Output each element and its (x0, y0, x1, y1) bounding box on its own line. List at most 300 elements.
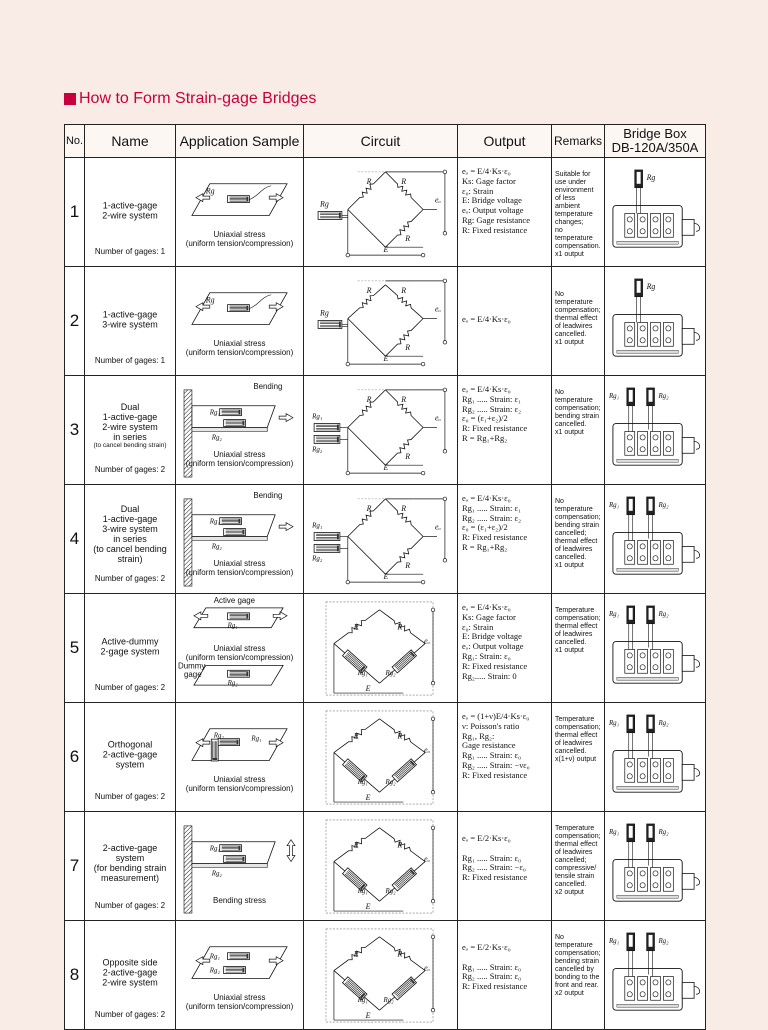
bridge-name-line: system (115, 852, 145, 863)
header-bridge-box-line2: DB-120A/350A (611, 140, 699, 155)
bending-label: Bending (253, 381, 283, 391)
circuit-diagram-cell (304, 594, 458, 703)
strain-gage-2-icon (314, 435, 340, 443)
terminal-screw-icon (653, 774, 658, 779)
row-name (85, 812, 176, 921)
table-row (65, 376, 706, 485)
strain-gage-2-icon (392, 759, 416, 782)
output-line: R: Fixed resistance (462, 532, 528, 543)
application-caption-line: (uniform tension/compression) (185, 239, 294, 248)
gage-grid (629, 499, 633, 511)
arrow-right-icon (279, 414, 293, 422)
terminal-icon (346, 471, 350, 475)
resistor-label: R (405, 561, 411, 571)
connector-cable (694, 223, 700, 231)
header-circuit: Circuit (304, 125, 458, 158)
row-name (85, 594, 176, 703)
output-formula (458, 594, 552, 703)
header-output: Output (458, 125, 552, 158)
terminal-screw-icon (627, 665, 632, 670)
strain-gage-1-icon (220, 518, 242, 525)
output-voltage-label: eₒ (434, 195, 441, 205)
table-header (65, 125, 706, 158)
terminal-screw-icon (627, 774, 632, 779)
remarks-line: compensation; (555, 833, 601, 840)
resistor-r-icon (380, 828, 426, 862)
terminal-screw-icon (627, 992, 632, 997)
remarks-line: x1 output (555, 562, 584, 569)
application-caption-line: (uniform tension/compression) (185, 653, 294, 662)
remarks-line: no temperature (555, 227, 593, 242)
remarks-line: of leadwires (555, 631, 593, 638)
gage-1-label: Rg₁ (209, 518, 220, 526)
output-voltage-label: eₒ (424, 745, 430, 755)
box-gage-1-label: Rg₁ (608, 719, 620, 727)
row-name (85, 703, 176, 812)
output-line: ε₀ = (ε₁+ε₂)/2 (462, 413, 508, 424)
terminal-screw-icon (653, 447, 658, 452)
row-name (85, 158, 176, 267)
output-line: eₒ = E/4·Ks·ε₀ (462, 493, 511, 503)
terminal-icon (443, 341, 447, 345)
bridge-name-line: 1-active-gage (102, 309, 158, 320)
box-gage-label: Rg (646, 172, 656, 182)
bridge-table (64, 124, 706, 1030)
terminal-screw-icon (666, 665, 671, 670)
resistor-label: R (353, 840, 359, 850)
resistor-label: R (353, 949, 359, 959)
bridge-name-line: 2-wire system (102, 977, 158, 988)
output-line: R: Fixed resistance (462, 872, 528, 883)
terminal-screw-icon (653, 762, 658, 767)
bridge-voltage-label: E (365, 902, 371, 912)
resistor-r-icon (380, 610, 426, 644)
bridge-box-diagram-cell (605, 812, 706, 921)
gage-label: Rg (205, 186, 215, 196)
output-formula (458, 158, 552, 267)
output-line: R: Fixed resistance (462, 224, 528, 235)
terminal-screw-icon (627, 653, 632, 658)
terminal-icon (431, 1008, 435, 1012)
row-number: 2 (65, 267, 85, 376)
bridge-voltage-label: E (383, 572, 389, 582)
terminal-screw-icon (640, 665, 645, 670)
terminal-screw-icon (627, 326, 632, 331)
box-gage-2-label: Rg₂ (658, 392, 669, 400)
terminal-screw-icon (653, 871, 658, 876)
specimen-beam-edge (192, 864, 267, 868)
terminal-screw-icon (666, 217, 671, 222)
gage-count: Number of gages: 2 (94, 683, 166, 692)
output-line: Rg: Gage resistance (462, 214, 530, 225)
remarks-line: Temperature (555, 607, 595, 614)
row-number: 3 (65, 376, 85, 485)
bridge-wire (348, 428, 386, 466)
application-caption-line: (uniform tension/compression) (185, 348, 294, 357)
application-caption (176, 644, 303, 662)
remarks-line: cancelled. (555, 639, 587, 646)
terminal-screw-icon (640, 774, 645, 779)
output-line: Rg₁ ..... Strain: ε₀ (462, 961, 522, 972)
bridge-box-base (617, 241, 678, 244)
application-caption-line: Bending stress (213, 896, 266, 905)
terminal-screw-icon (653, 229, 658, 234)
terminal-screw-icon (653, 992, 658, 997)
output-line: eₒ: Output voltage (462, 205, 524, 216)
remarks (552, 594, 605, 703)
resistor-label: R (366, 394, 372, 404)
page-title (64, 90, 316, 108)
terminal-screw-icon (640, 762, 645, 767)
terminal-screw-icon (627, 435, 632, 440)
remarks-line: compensation; (555, 950, 601, 957)
terminal-screw-icon (627, 556, 632, 561)
gage-label: Rg (205, 295, 215, 305)
gage-grid (649, 826, 653, 838)
remarks-line: compressive/ (555, 865, 597, 872)
remarks-line: x1 output (555, 429, 584, 436)
terminal-screw-icon (627, 871, 632, 876)
application-sample (176, 158, 304, 267)
box-gage-2-label: Rg₂ (658, 719, 669, 727)
application-caption-line: Uniaxial stress (213, 993, 266, 1002)
bridge-box-connector (682, 873, 694, 889)
bridge-box-base (617, 786, 678, 789)
box-gage-1-label: Rg₁ (608, 392, 620, 400)
terminal-screw-icon (653, 338, 658, 343)
gage-2-label: Rg₂ (312, 446, 323, 454)
bridge-box-base (617, 895, 678, 898)
table-row (65, 267, 706, 376)
terminal-icon (431, 899, 435, 903)
strain-gage-1-icon (314, 533, 340, 541)
application-caption-line: Uniaxial stress (213, 775, 266, 784)
bridge-name-line: in series (113, 534, 147, 545)
terminal-icon (431, 935, 435, 939)
gage-1-label: Rg₁ (312, 522, 323, 530)
terminal-icon (431, 826, 435, 830)
gage-2-label: Rg₂ (227, 680, 238, 688)
application-sample (176, 594, 304, 703)
circuit-diagram (304, 812, 457, 920)
gage-1-label: Rg₁ (209, 845, 220, 853)
circuit-diagram (304, 921, 457, 1029)
bridge-box-connector (682, 655, 694, 671)
terminal-icon (346, 253, 350, 257)
terminal-screw-icon (627, 883, 632, 888)
resistor-label: R (353, 731, 359, 741)
resistor-label: R (366, 503, 372, 513)
bridge-name-line: Active-dummy (101, 636, 159, 647)
remarks-line: of leadwires (555, 323, 593, 330)
strain-gage-1-icon (228, 953, 250, 960)
remarks-line: compensation. (555, 243, 601, 250)
terminal-screw-icon (627, 544, 632, 549)
application-sample (176, 812, 304, 921)
output-formula (458, 376, 552, 485)
gage-grid (649, 608, 653, 620)
bridge-box-base (617, 1004, 678, 1007)
output-line: eₒ = E/4·Ks·ε₀ (462, 384, 511, 394)
remarks-line: compensation; (555, 405, 601, 412)
application-caption-line: (uniform tension/compression) (185, 459, 294, 468)
output-voltage-label: eₒ (424, 636, 430, 646)
bridge-name (85, 958, 175, 988)
terminal-icon (431, 790, 435, 794)
terminal-screw-icon (666, 229, 671, 234)
terminal-icon (421, 253, 425, 257)
remarks (552, 158, 605, 267)
circuit-diagram (304, 485, 457, 593)
resistor-label: R (401, 176, 407, 186)
output-line: Ks: Gage factor (462, 175, 516, 186)
remarks-line: cancelled; (555, 530, 587, 537)
bridge-name-line: in series (113, 432, 147, 443)
terminal-screw-icon (627, 338, 632, 343)
gage-grid (637, 281, 641, 293)
circuit-diagram-cell (304, 158, 458, 267)
remarks-line: of less ambient (555, 195, 580, 210)
application-caption (176, 230, 303, 248)
header-name: Name (85, 125, 176, 158)
remarks-line: Temperature (555, 825, 595, 832)
resistor-label: R (405, 452, 411, 462)
terminal-screw-icon (666, 544, 671, 549)
gage-1-label: Rg₁ (209, 953, 220, 961)
bridge-name-line: Orthogonal (107, 739, 153, 750)
circuit-diagram-cell (304, 376, 458, 485)
output-line: R = Rg₁+Rg₂ (462, 432, 508, 443)
output-line: Rg₂..... Strain: 0 (462, 670, 517, 681)
arrow-right-icon (279, 523, 293, 531)
bridge-box-base (617, 459, 678, 462)
gage-grid (649, 717, 653, 729)
strain-gage-icon (228, 196, 250, 203)
output-line: ε₀: Strain (462, 185, 494, 196)
bridge-box-diagram (605, 812, 705, 920)
header-bridge-box (605, 125, 706, 158)
bridge-box-diagram-cell (605, 703, 706, 812)
gage-2-label: Rg₂ (385, 888, 396, 896)
terminal-screw-icon (640, 326, 645, 331)
remarks-line: compensation; (555, 615, 601, 622)
terminal-screw-icon (640, 653, 645, 658)
terminal-screw-icon (640, 992, 645, 997)
circuit-diagram (304, 594, 457, 702)
strain-gage-1-icon (220, 409, 242, 416)
terminal-screw-icon (640, 980, 645, 985)
application-caption (176, 339, 303, 357)
bridge-name (85, 740, 175, 770)
remarks (552, 703, 605, 812)
terminal-screw-icon (653, 980, 658, 985)
strain-gage-2-icon (224, 856, 246, 863)
resistor-label: R (401, 394, 407, 404)
output-line: ε₀ = (ε₁+ε₂)/2 (462, 522, 508, 533)
lead-wire (342, 215, 348, 217)
application-diagram (176, 703, 303, 811)
resistor-label: R (353, 622, 359, 632)
terminal-screw-icon (666, 653, 671, 658)
bridge-voltage-label: E (383, 245, 389, 255)
strain-gage-1-icon (218, 739, 240, 746)
dashed-enclosure (326, 602, 433, 695)
output-formula (458, 921, 552, 1030)
terminal-screw-icon (653, 217, 658, 222)
table-row (65, 812, 706, 921)
terminal-icon (421, 362, 425, 366)
bridge-box-diagram (605, 594, 705, 702)
header-no: No. (65, 125, 85, 158)
remarks-line: of leadwires (555, 740, 593, 747)
application-caption-line: (uniform tension/compression) (185, 784, 294, 793)
resistor-r-icon (385, 537, 423, 575)
bridge-box-diagram (605, 485, 705, 593)
header-bridge-box-line1: Bridge Box (623, 126, 687, 141)
output-line: Rg₂ ..... Strain: ε₀ (462, 971, 522, 982)
terminal-screw-icon (627, 217, 632, 222)
terminal-icon (431, 717, 435, 721)
bridge-name-line: 2-active-gage (102, 749, 158, 760)
output-line: Rg₁ ..... Strain: ε₀ (462, 750, 522, 761)
gage-label: Rg (320, 308, 329, 318)
terminal-screw-icon (653, 665, 658, 670)
resistor-label: R (397, 731, 403, 741)
output-voltage-label: eₒ (434, 304, 441, 314)
remarks-line: x1 output (555, 339, 584, 346)
gage-2-label: Rg₂ (383, 997, 394, 1005)
bridge-box-diagram (605, 376, 705, 484)
bridge-voltage-label: E (365, 793, 371, 803)
bending-arrow-icon (287, 840, 295, 862)
remarks-line: cancelled. (555, 554, 587, 561)
gage-grid (649, 499, 653, 511)
bridge-box-diagram (605, 921, 705, 1029)
strain-gage-icon (318, 212, 342, 220)
terminal-screw-icon (640, 229, 645, 234)
output-line: eₒ = E/4·Ks·ε₀ (462, 602, 511, 612)
gage-count: Number of gages: 2 (94, 465, 166, 474)
circuit-diagram-cell (304, 267, 458, 376)
gage-1-label: Rg₁ (227, 622, 238, 630)
remarks-line: No temperature (555, 291, 593, 306)
resistor-label: R (397, 949, 403, 959)
bridge-box-diagram-cell (605, 921, 706, 1030)
box-gage-2-label: Rg₂ (658, 610, 669, 618)
title-bullet-icon (64, 93, 76, 105)
terminal-icon (346, 362, 350, 366)
application-sample (176, 921, 304, 1030)
gage-count: Number of gages: 2 (94, 574, 166, 583)
row-name (85, 376, 176, 485)
resistor-label: R (405, 234, 411, 244)
remarks (552, 812, 605, 921)
dashed-enclosure (326, 711, 433, 804)
application-sample (176, 485, 304, 594)
output-line: ε₀: Strain (462, 621, 494, 632)
remarks-line: cancelled by (555, 966, 594, 973)
terminal-icon (443, 450, 447, 454)
bridge-name-line: (for bending strain (93, 862, 167, 873)
bridge-box-diagram (605, 267, 705, 375)
box-gage-2-label: Rg₂ (658, 937, 669, 945)
gage-label: Rg (320, 199, 329, 209)
strain-gage-2-icon (392, 650, 416, 673)
bridge-box-diagram-cell (605, 594, 706, 703)
output-formula (458, 485, 552, 594)
bridge-box-base (617, 350, 678, 353)
output-line: eₒ: Output voltage (462, 641, 524, 652)
circuit-diagram (304, 267, 457, 375)
application-caption (176, 896, 303, 905)
dashed-enclosure (326, 820, 433, 913)
box-gage-1-label: Rg₁ (608, 501, 620, 509)
output-line: R = Rg₁+Rg₂ (462, 541, 508, 552)
bridge-name-line: Dual (120, 504, 140, 515)
output-line: R: Fixed resistance (462, 981, 528, 992)
terminal-screw-icon (666, 774, 671, 779)
terminal-screw-icon (640, 338, 645, 343)
output-line: Rg₁ ..... Strain: ε₀ (462, 852, 522, 863)
strain-gage-2-icon (211, 739, 218, 761)
bridge-box-base (617, 568, 678, 571)
page-title-text: How to Form Strain-gage Bridges (79, 90, 317, 107)
gage-grid (649, 935, 653, 947)
terminal-screw-icon (627, 980, 632, 985)
bridge-wire (348, 319, 386, 357)
output-line: Rg₁: Strain: ε₀ (462, 650, 511, 661)
terminal-screw-icon (627, 229, 632, 234)
bridge-name-line: 2-active-gage (102, 967, 158, 978)
terminal-screw-icon (653, 435, 658, 440)
remarks-line: environment (555, 187, 594, 194)
connector-cable (694, 332, 700, 340)
terminal-screw-icon (653, 883, 658, 888)
bridge-box-diagram-cell (605, 158, 706, 267)
connector-cable (694, 768, 700, 776)
circuit-diagram-cell (304, 485, 458, 594)
gage-grid (629, 717, 633, 729)
application-caption (176, 993, 303, 1011)
gage-1-label: Rg₁ (357, 997, 368, 1005)
gage-grid (637, 172, 641, 184)
output-line: R: Fixed resistance (462, 423, 528, 434)
resistor-label: R (401, 503, 407, 513)
remarks-line: thermal effect (555, 841, 598, 848)
circuit-diagram (304, 376, 457, 484)
bridge-box-diagram-cell (605, 485, 706, 594)
terminal-screw-icon (653, 326, 658, 331)
remarks-line: x2 output (555, 990, 584, 997)
bridge-box-connector (682, 328, 694, 344)
output-line: eₒ = (1+ν)E/4·Ks·ε₀ (462, 711, 530, 721)
strain-gage-2-icon (224, 420, 246, 427)
row-number: 7 (65, 812, 85, 921)
bridge-name-line: 3-wire system (102, 319, 158, 330)
remarks-line: compensation; (555, 724, 601, 731)
remarks-line: thermal effect (555, 538, 598, 545)
remarks (552, 376, 605, 485)
remarks-line: use under (555, 179, 587, 186)
application-sample (176, 376, 304, 485)
resistor-r-icon (380, 719, 426, 753)
terminal-screw-icon (640, 871, 645, 876)
bridge-name-line: strain) (117, 554, 143, 565)
output-line: Rg₂ ..... Strain: ε₂ (462, 512, 522, 523)
terminal-screw-icon (640, 217, 645, 222)
remarks-line: bending strain (555, 958, 599, 965)
output-formula (458, 812, 552, 921)
